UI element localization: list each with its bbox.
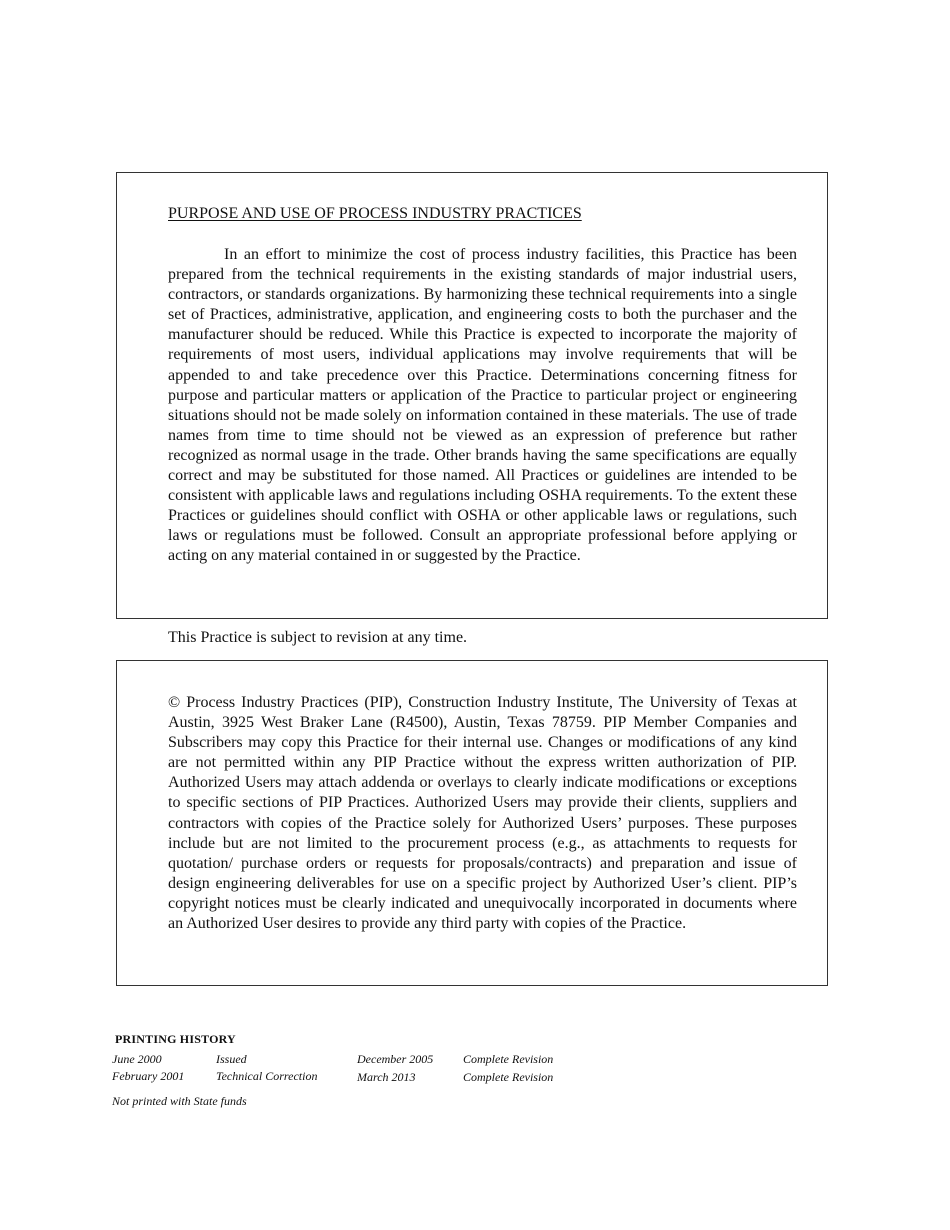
copyright-paragraph: © Process Industry Practices (PIP), Construction Industry Institute, The University of Texas at Austin, 3925 West Braker Lane (R4500), Austin, Texas 78759. PIP Member Companies and Subscribers may copy this Practice for their internal use. Changes or modifications of any kind are not permitted within any PIP Practice without the express written authorization of PIP. Authorized Users may attach addenda or overlays to clearly indicate modifications or exceptions to specific sections of PIP Practices. Authorized Users may provide their clients, suppliers and contractors with copies of the Practice solely for Authorized Users’ purposes. These purposes include but are not limited to the procurement process (e.g., as attachments to requests for quotation/ purchase orders or requests for proposals/contracts) and preparation and issue of design engineering deliverables for use on a specific project by Authorized User’s client. PIP’s copyright notices must be clearly indicated and unequivocally incorporated in documents where an Authorized User desires to provide any third party with copies of the Practice. xyxy=(168,694,797,933)
history-date: June 2000 xyxy=(112,1052,162,1066)
history-description: Complete Revision xyxy=(463,1070,554,1084)
history-date: February 2001 xyxy=(112,1069,185,1083)
printing-history-title: PRINTING HISTORY xyxy=(115,1032,236,1046)
history-description: Technical Correction xyxy=(216,1069,318,1083)
history-description: Complete Revision xyxy=(463,1052,554,1066)
history-description: Issued xyxy=(216,1052,247,1066)
footnote: Not printed with State funds xyxy=(112,1094,247,1108)
purpose-paragraph: In an effort to minimize the cost of process industry facilities, this Practice has been prepared from the technical requirements in the existing standards of major industrial users, contractors, or standards organizations. By harmonizing these technical requirements into a single set of Practices, administrative, application, and engineering costs to both the purchaser and the manufacturer should be reduced. While this Practice is expected to incorporate the majority of requirements of most users, individual applications may involve requirements that will be appended to and take precedence over this Practice. Determinations concerning fitness for purpose and particular matters or application of the Practice to particular project or engineering situations should not be made solely on information contained in these materials. The use of trade names from time to time should not be viewed as an expression of preference but rather recognized as normal usage in the trade. Other brands having the same specifications are equally correct and may be substituted for those named. All Practices or guidelines are intended to be consistent with applicable laws and regulations including OSHA requirements. To the extent these Practices or guidelines should conflict with OSHA or other applicable laws or regulations, such laws or regulations must be followed. Consult an appropriate professional before applying or acting on any material contained in or suggested by the Practice. xyxy=(168,246,797,565)
revision-notice: This Practice is subject to revision at any time. xyxy=(168,629,468,646)
purpose-heading: PURPOSE AND USE OF PROCESS INDUSTRY PRACTICES xyxy=(168,205,582,222)
history-date: December 2005 xyxy=(357,1052,434,1066)
history-date: March 2013 xyxy=(357,1070,416,1084)
